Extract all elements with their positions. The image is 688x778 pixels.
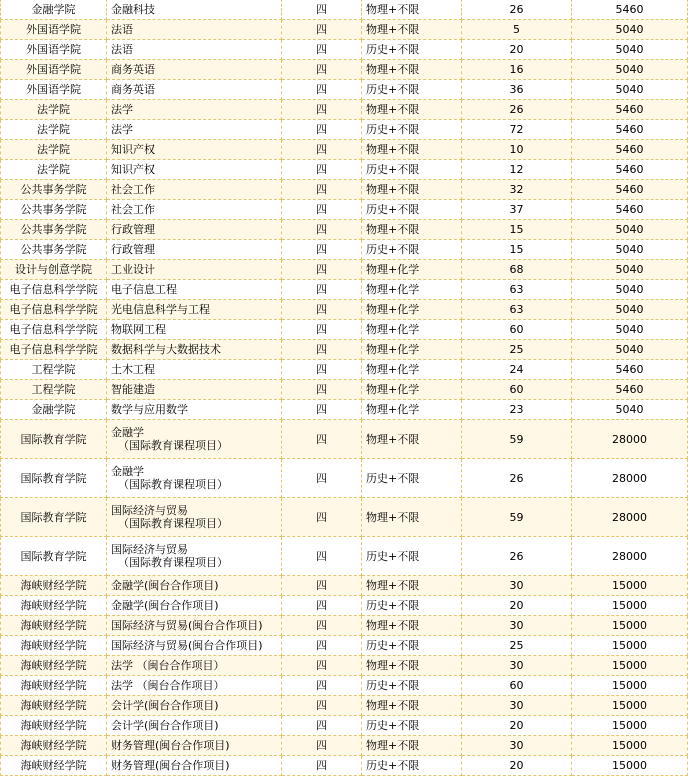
college-cell: 海峡财经学院 bbox=[1, 576, 107, 596]
table-row bbox=[1, 696, 688, 716]
college-cell: 国际教育学院 bbox=[1, 459, 107, 498]
major-cell: 财务管理(闽台合作项目) bbox=[107, 736, 282, 756]
subject-requirement-cell: 历史+不限 bbox=[362, 459, 462, 498]
subject-requirement-cell: 物理+不限 bbox=[362, 420, 462, 459]
plan-count-cell: 20 bbox=[462, 40, 572, 60]
plan-count-cell: 60 bbox=[462, 676, 572, 696]
college-cell: 海峡财经学院 bbox=[1, 616, 107, 636]
plan-count-cell: 12 bbox=[462, 160, 572, 180]
table-row bbox=[1, 60, 688, 80]
table-row bbox=[1, 756, 688, 776]
plan-count-cell: 25 bbox=[462, 340, 572, 360]
major-cell: 工业设计 bbox=[107, 260, 282, 280]
subject-requirement-cell: 历史+不限 bbox=[362, 40, 462, 60]
tuition-cell: 5040 bbox=[572, 300, 688, 320]
plan-count-cell: 72 bbox=[462, 120, 572, 140]
table-row bbox=[1, 498, 688, 537]
table-row bbox=[1, 300, 688, 320]
duration-cell: 四 bbox=[282, 120, 362, 140]
table-row bbox=[1, 20, 688, 40]
major-cell: 知识产权 bbox=[107, 140, 282, 160]
plan-count-cell: 59 bbox=[462, 498, 572, 537]
table-row bbox=[1, 280, 688, 300]
major-cell: 法语 bbox=[107, 40, 282, 60]
major-cell: 金融学 （国际教育课程项目） bbox=[107, 459, 282, 498]
tuition-cell: 15000 bbox=[572, 736, 688, 756]
subject-requirement-cell: 物理+不限 bbox=[362, 100, 462, 120]
duration-cell: 四 bbox=[282, 180, 362, 200]
plan-count-cell: 15 bbox=[462, 220, 572, 240]
subject-requirement-cell: 物理+不限 bbox=[362, 220, 462, 240]
plan-count-cell: 68 bbox=[462, 260, 572, 280]
major-cell: 国际经济与贸易 （国际教育课程项目） bbox=[107, 537, 282, 576]
major-cell: 电子信息工程 bbox=[107, 280, 282, 300]
table-row bbox=[1, 220, 688, 240]
duration-cell: 四 bbox=[282, 60, 362, 80]
major-cell: 国际经济与贸易(闽台合作项目) bbox=[107, 636, 282, 656]
subject-requirement-cell: 历史+不限 bbox=[362, 240, 462, 260]
college-cell: 电子信息科学学院 bbox=[1, 340, 107, 360]
major-cell: 商务英语 bbox=[107, 60, 282, 80]
plan-count-cell: 5 bbox=[462, 20, 572, 40]
plan-count-cell: 63 bbox=[462, 280, 572, 300]
tuition-cell: 5460 bbox=[572, 360, 688, 380]
college-cell: 外国语学院 bbox=[1, 60, 107, 80]
duration-cell: 四 bbox=[282, 716, 362, 736]
college-cell: 海峡财经学院 bbox=[1, 636, 107, 656]
plan-count-cell: 59 bbox=[462, 420, 572, 459]
duration-cell: 四 bbox=[282, 696, 362, 716]
subject-requirement-cell: 物理+化学 bbox=[362, 260, 462, 280]
tuition-cell: 5040 bbox=[572, 280, 688, 300]
plan-count-cell: 30 bbox=[462, 576, 572, 596]
subject-requirement-cell: 物理+不限 bbox=[362, 180, 462, 200]
duration-cell: 四 bbox=[282, 656, 362, 676]
tuition-cell: 15000 bbox=[572, 656, 688, 676]
duration-cell: 四 bbox=[282, 280, 362, 300]
duration-cell: 四 bbox=[282, 459, 362, 498]
table-row bbox=[1, 676, 688, 696]
tuition-cell: 28000 bbox=[572, 498, 688, 537]
plan-count-cell: 37 bbox=[462, 200, 572, 220]
tuition-cell: 5040 bbox=[572, 260, 688, 280]
college-cell: 公共事务学院 bbox=[1, 240, 107, 260]
subject-requirement-cell: 历史+不限 bbox=[362, 636, 462, 656]
subject-requirement-cell: 历史+不限 bbox=[362, 716, 462, 736]
plan-count-cell: 60 bbox=[462, 320, 572, 340]
subject-requirement-cell: 历史+不限 bbox=[362, 537, 462, 576]
subject-requirement-cell: 物理+化学 bbox=[362, 300, 462, 320]
duration-cell: 四 bbox=[282, 240, 362, 260]
duration-cell: 四 bbox=[282, 260, 362, 280]
duration-cell: 四 bbox=[282, 498, 362, 537]
college-cell: 海峡财经学院 bbox=[1, 716, 107, 736]
subject-requirement-cell: 物理+不限 bbox=[362, 20, 462, 40]
tuition-cell: 15000 bbox=[572, 756, 688, 776]
table-row bbox=[1, 80, 688, 100]
table-row bbox=[1, 0, 688, 20]
table-row bbox=[1, 537, 688, 576]
college-cell: 电子信息科学学院 bbox=[1, 320, 107, 340]
duration-cell: 四 bbox=[282, 676, 362, 696]
subject-requirement-cell: 物理+不限 bbox=[362, 140, 462, 160]
duration-cell: 四 bbox=[282, 220, 362, 240]
tuition-cell: 5040 bbox=[572, 340, 688, 360]
college-cell: 海峡财经学院 bbox=[1, 696, 107, 716]
major-cell: 法学 bbox=[107, 120, 282, 140]
college-cell: 海峡财经学院 bbox=[1, 756, 107, 776]
subject-requirement-cell: 历史+不限 bbox=[362, 676, 462, 696]
table-row bbox=[1, 576, 688, 596]
college-cell: 国际教育学院 bbox=[1, 420, 107, 459]
subject-requirement-cell: 物理+不限 bbox=[362, 60, 462, 80]
tuition-cell: 5040 bbox=[572, 220, 688, 240]
plan-count-cell: 20 bbox=[462, 756, 572, 776]
duration-cell: 四 bbox=[282, 80, 362, 100]
major-cell: 数学与应用数学 bbox=[107, 400, 282, 420]
major-cell: 数据科学与大数据技术 bbox=[107, 340, 282, 360]
table-row bbox=[1, 656, 688, 676]
major-cell: 会计学(闽台合作项目) bbox=[107, 696, 282, 716]
tuition-cell: 5040 bbox=[572, 80, 688, 100]
duration-cell: 四 bbox=[282, 736, 362, 756]
table-body bbox=[1, 0, 688, 776]
table-row bbox=[1, 716, 688, 736]
major-cell: 金融学(闽台合作项目) bbox=[107, 576, 282, 596]
plan-count-cell: 26 bbox=[462, 100, 572, 120]
college-cell: 工程学院 bbox=[1, 360, 107, 380]
major-cell: 会计学(闽台合作项目) bbox=[107, 716, 282, 736]
plan-count-cell: 63 bbox=[462, 300, 572, 320]
table-row bbox=[1, 120, 688, 140]
major-cell: 社会工作 bbox=[107, 200, 282, 220]
tuition-cell: 28000 bbox=[572, 537, 688, 576]
subject-requirement-cell: 物理+不限 bbox=[362, 696, 462, 716]
duration-cell: 四 bbox=[282, 300, 362, 320]
college-cell: 公共事务学院 bbox=[1, 180, 107, 200]
subject-requirement-cell: 物理+不限 bbox=[362, 576, 462, 596]
tuition-cell: 5040 bbox=[572, 20, 688, 40]
plan-count-cell: 26 bbox=[462, 537, 572, 576]
table-row bbox=[1, 160, 688, 180]
major-cell: 国际经济与贸易(闽台合作项目) bbox=[107, 616, 282, 636]
tuition-cell: 5040 bbox=[572, 60, 688, 80]
major-cell: 金融科技 bbox=[107, 0, 282, 20]
college-cell: 外国语学院 bbox=[1, 40, 107, 60]
subject-requirement-cell: 历史+不限 bbox=[362, 756, 462, 776]
subject-requirement-cell: 物理+化学 bbox=[362, 320, 462, 340]
major-cell: 物联网工程 bbox=[107, 320, 282, 340]
college-cell: 公共事务学院 bbox=[1, 220, 107, 240]
plan-count-cell: 20 bbox=[462, 716, 572, 736]
subject-requirement-cell: 历史+不限 bbox=[362, 80, 462, 100]
tuition-cell: 5460 bbox=[572, 160, 688, 180]
duration-cell: 四 bbox=[282, 100, 362, 120]
table-row bbox=[1, 616, 688, 636]
tuition-cell: 15000 bbox=[572, 676, 688, 696]
subject-requirement-cell: 历史+不限 bbox=[362, 200, 462, 220]
college-cell: 海峡财经学院 bbox=[1, 656, 107, 676]
table-row bbox=[1, 200, 688, 220]
duration-cell: 四 bbox=[282, 340, 362, 360]
major-cell: 国际经济与贸易 （国际教育课程项目） bbox=[107, 498, 282, 537]
tuition-cell: 5460 bbox=[572, 100, 688, 120]
college-cell: 海峡财经学院 bbox=[1, 676, 107, 696]
major-cell: 行政管理 bbox=[107, 220, 282, 240]
plan-count-cell: 15 bbox=[462, 240, 572, 260]
table-row bbox=[1, 420, 688, 459]
duration-cell: 四 bbox=[282, 537, 362, 576]
duration-cell: 四 bbox=[282, 596, 362, 616]
college-cell: 外国语学院 bbox=[1, 80, 107, 100]
tuition-cell: 5460 bbox=[572, 180, 688, 200]
plan-count-cell: 20 bbox=[462, 596, 572, 616]
college-cell: 金融学院 bbox=[1, 0, 107, 20]
plan-count-cell: 26 bbox=[462, 459, 572, 498]
table-row bbox=[1, 459, 688, 498]
tuition-cell: 28000 bbox=[572, 459, 688, 498]
duration-cell: 四 bbox=[282, 380, 362, 400]
table-row bbox=[1, 340, 688, 360]
plan-count-cell: 24 bbox=[462, 360, 572, 380]
major-cell: 法学 bbox=[107, 100, 282, 120]
tuition-cell: 15000 bbox=[572, 696, 688, 716]
tuition-cell: 5040 bbox=[572, 320, 688, 340]
tuition-cell: 5460 bbox=[572, 140, 688, 160]
subject-requirement-cell: 历史+不限 bbox=[362, 596, 462, 616]
duration-cell: 四 bbox=[282, 576, 362, 596]
college-cell: 设计与创意学院 bbox=[1, 260, 107, 280]
major-cell: 商务英语 bbox=[107, 80, 282, 100]
duration-cell: 四 bbox=[282, 320, 362, 340]
table-row bbox=[1, 140, 688, 160]
major-cell: 金融学(闽台合作项目) bbox=[107, 596, 282, 616]
tuition-cell: 5040 bbox=[572, 40, 688, 60]
major-cell: 光电信息科学与工程 bbox=[107, 300, 282, 320]
plan-count-cell: 23 bbox=[462, 400, 572, 420]
tuition-cell: 5460 bbox=[572, 120, 688, 140]
table-row bbox=[1, 736, 688, 756]
college-cell: 国际教育学院 bbox=[1, 498, 107, 537]
plan-count-cell: 10 bbox=[462, 140, 572, 160]
college-cell: 工程学院 bbox=[1, 380, 107, 400]
subject-requirement-cell: 物理+不限 bbox=[362, 616, 462, 636]
tuition-cell: 5040 bbox=[572, 240, 688, 260]
table-row bbox=[1, 320, 688, 340]
college-cell: 国际教育学院 bbox=[1, 537, 107, 576]
subject-requirement-cell: 历史+不限 bbox=[362, 160, 462, 180]
subject-requirement-cell: 物理+化学 bbox=[362, 400, 462, 420]
table-row bbox=[1, 400, 688, 420]
table-row bbox=[1, 360, 688, 380]
major-cell: 法学 （闽台合作项目） bbox=[107, 676, 282, 696]
tuition-cell: 15000 bbox=[572, 636, 688, 656]
tuition-cell: 15000 bbox=[572, 596, 688, 616]
tuition-cell: 15000 bbox=[572, 716, 688, 736]
college-cell: 电子信息科学学院 bbox=[1, 300, 107, 320]
major-cell: 金融学 （国际教育课程项目） bbox=[107, 420, 282, 459]
table-row bbox=[1, 100, 688, 120]
duration-cell: 四 bbox=[282, 360, 362, 380]
subject-requirement-cell: 物理+不限 bbox=[362, 498, 462, 537]
major-cell: 财务管理(闽台合作项目) bbox=[107, 756, 282, 776]
major-cell: 知识产权 bbox=[107, 160, 282, 180]
duration-cell: 四 bbox=[282, 160, 362, 180]
college-cell: 电子信息科学学院 bbox=[1, 280, 107, 300]
tuition-cell: 5460 bbox=[572, 380, 688, 400]
plan-count-cell: 30 bbox=[462, 616, 572, 636]
tuition-cell: 5040 bbox=[572, 400, 688, 420]
subject-requirement-cell: 物理+化学 bbox=[362, 360, 462, 380]
table-row bbox=[1, 596, 688, 616]
duration-cell: 四 bbox=[282, 140, 362, 160]
college-cell: 法学院 bbox=[1, 120, 107, 140]
subject-requirement-cell: 物理+不限 bbox=[362, 736, 462, 756]
duration-cell: 四 bbox=[282, 20, 362, 40]
college-cell: 法学院 bbox=[1, 140, 107, 160]
plan-count-cell: 30 bbox=[462, 696, 572, 716]
duration-cell: 四 bbox=[282, 40, 362, 60]
college-cell: 海峡财经学院 bbox=[1, 596, 107, 616]
tuition-cell: 15000 bbox=[572, 616, 688, 636]
table-row bbox=[1, 380, 688, 400]
duration-cell: 四 bbox=[282, 0, 362, 20]
duration-cell: 四 bbox=[282, 420, 362, 459]
table-row bbox=[1, 40, 688, 60]
plan-count-cell: 36 bbox=[462, 80, 572, 100]
tuition-cell: 15000 bbox=[572, 576, 688, 596]
college-cell: 法学院 bbox=[1, 160, 107, 180]
subject-requirement-cell: 物理+化学 bbox=[362, 380, 462, 400]
tuition-cell: 28000 bbox=[572, 420, 688, 459]
duration-cell: 四 bbox=[282, 400, 362, 420]
table-row bbox=[1, 636, 688, 656]
duration-cell: 四 bbox=[282, 756, 362, 776]
subject-requirement-cell: 历史+不限 bbox=[362, 120, 462, 140]
college-cell: 金融学院 bbox=[1, 400, 107, 420]
subject-requirement-cell: 物理+化学 bbox=[362, 340, 462, 360]
duration-cell: 四 bbox=[282, 200, 362, 220]
college-cell: 外国语学院 bbox=[1, 20, 107, 40]
table-row bbox=[1, 240, 688, 260]
plan-count-cell: 26 bbox=[462, 0, 572, 20]
tuition-cell: 5460 bbox=[572, 0, 688, 20]
tuition-cell: 5460 bbox=[572, 200, 688, 220]
plan-count-cell: 30 bbox=[462, 736, 572, 756]
duration-cell: 四 bbox=[282, 616, 362, 636]
major-cell: 行政管理 bbox=[107, 240, 282, 260]
major-cell: 法语 bbox=[107, 20, 282, 40]
major-cell: 土木工程 bbox=[107, 360, 282, 380]
table-row bbox=[1, 260, 688, 280]
college-cell: 公共事务学院 bbox=[1, 200, 107, 220]
major-cell: 法学 （闽台合作项目） bbox=[107, 656, 282, 676]
duration-cell: 四 bbox=[282, 636, 362, 656]
plan-count-cell: 16 bbox=[462, 60, 572, 80]
table-row bbox=[1, 180, 688, 200]
plan-count-cell: 32 bbox=[462, 180, 572, 200]
plan-count-cell: 60 bbox=[462, 380, 572, 400]
subject-requirement-cell: 物理+化学 bbox=[362, 280, 462, 300]
plan-count-cell: 30 bbox=[462, 656, 572, 676]
major-cell: 智能建造 bbox=[107, 380, 282, 400]
major-cell: 社会工作 bbox=[107, 180, 282, 200]
college-cell: 法学院 bbox=[1, 100, 107, 120]
college-cell: 海峡财经学院 bbox=[1, 736, 107, 756]
subject-requirement-cell: 物理+不限 bbox=[362, 0, 462, 20]
subject-requirement-cell: 物理+不限 bbox=[362, 656, 462, 676]
plan-count-cell: 25 bbox=[462, 636, 572, 656]
